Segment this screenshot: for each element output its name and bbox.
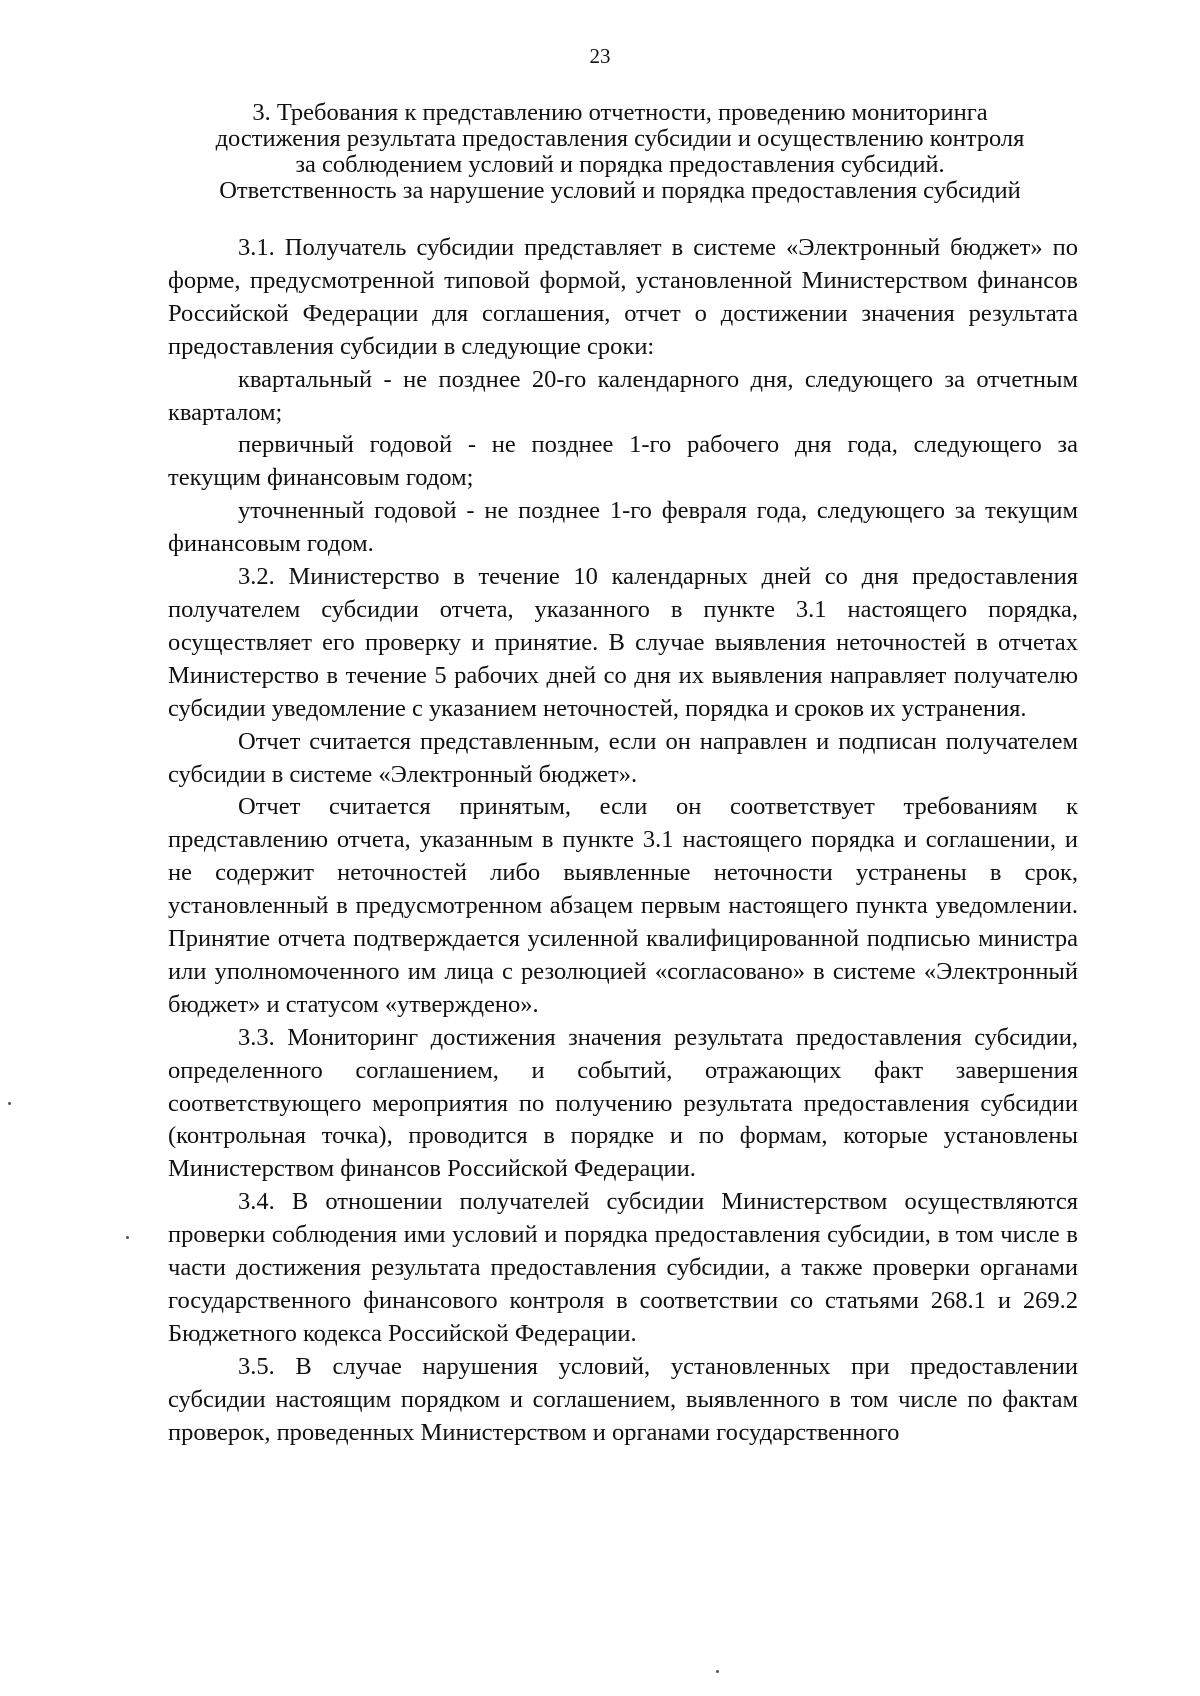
heading-line: за соблюдением условий и порядка предоставления субсидий. [295,151,945,178]
paragraph-report-submitted: Отчет считается представленным, если он направлен и подписан получателем субсидии в системе «Электронный бюджет». [168,727,1078,788]
paragraph-quarterly: квартальный - не позднее 20-го календарного дня, следующего за отчетным кварталом; [168,365,1078,426]
scan-speck [8,1102,11,1105]
paragraph-refined-annual: уточненный годовой - не позднее 1-го февраля года, следующего за текущим финансовым годом. [168,497,1078,558]
heading-line: Ответственность за нарушение условий и порядка предоставления субсидий [219,177,1021,204]
section-heading [160,100,1080,204]
body-text [168,232,1078,1450]
paragraph-3-4: 3.4. В отношении получателей субсидии Министерством осуществляются проверки соблюдения ими условий и порядка предоставления субсидии, в том числе в части достижения результата предоставления субсидии, а также проверки органами государственного финансового контроля в соответствии со статьями 268.1 и 269.2 Бюджетного кодекса Российской Федерации. [168,1188,1078,1347]
paragraph-primary-annual: первичный годовой - не позднее 1-го рабочего дня года, следующего за текущим финансовым годом; [168,431,1078,492]
heading-line: 3. Требования к представлению отчетности, проведению мониторинга [252,99,988,126]
paragraph-3-5: 3.5. В случае нарушения условий, установленных при предоставлении субсидии настоящим порядком и соглашением, выявленного в том числе по фактам проверок, проведенных Министерством и органами государственного [168,1352,1078,1446]
scan-speck [716,1670,719,1673]
paragraph-3-2: 3.2. Министерство в течение 10 календарных дней со дня предоставления получателем субсидии отчета, указанного в пункте 3.1 настоящего порядка, осуществляет его проверку и принятие. В случае выявления неточностей в отчетах Министерство в течение 5 рабочих дней со дня их выявления направляет получателю субсидии уведомление с указанием неточностей, порядка и сроков их устранения. [168,563,1078,722]
page-number: 23 [589,44,611,68]
paragraph-3-1: 3.1. Получатель субсидии представляет в системе «Электронный бюджет» по форме, предусмотренной типовой формой, установленной Министерством финансов Российской Федерации для соглашения, отчет о достижении значения результата предоставления субсидии в следующие сроки: [168,234,1078,360]
scan-speck [126,1236,129,1239]
heading-line: достижения результата предоставления субсидии и осуществлению контроля [215,125,1025,152]
paragraph-3-3: 3.3. Мониторинг достижения значения результата предоставления субсидии, определенного соглашением, и событий, отражающих факт завершения соответствующего мероприятия по получению результата предоставления субсидии (контрольная точка), проводится в порядке и по формам, которые установлены Министерством финансов Российской Федерации. [168,1023,1078,1183]
paragraph-report-accepted: Отчет считается принятым, если он соответствует требованиям к представлению отчета, указанным в пункте 3.1 настоящего порядка и соглашении, и не содержит неточностей либо выявленные неточности устранены в срок, установленный в предусмотренном абзацем первым настоящего пункта уведомлении. Принятие отчета подтверждается усиленной квалифицированной подписью министра или уполномоченного им лица с резолюцией «согласовано» в системе «Электронный бюджет» и статусом «утверждено». [168,793,1078,1018]
